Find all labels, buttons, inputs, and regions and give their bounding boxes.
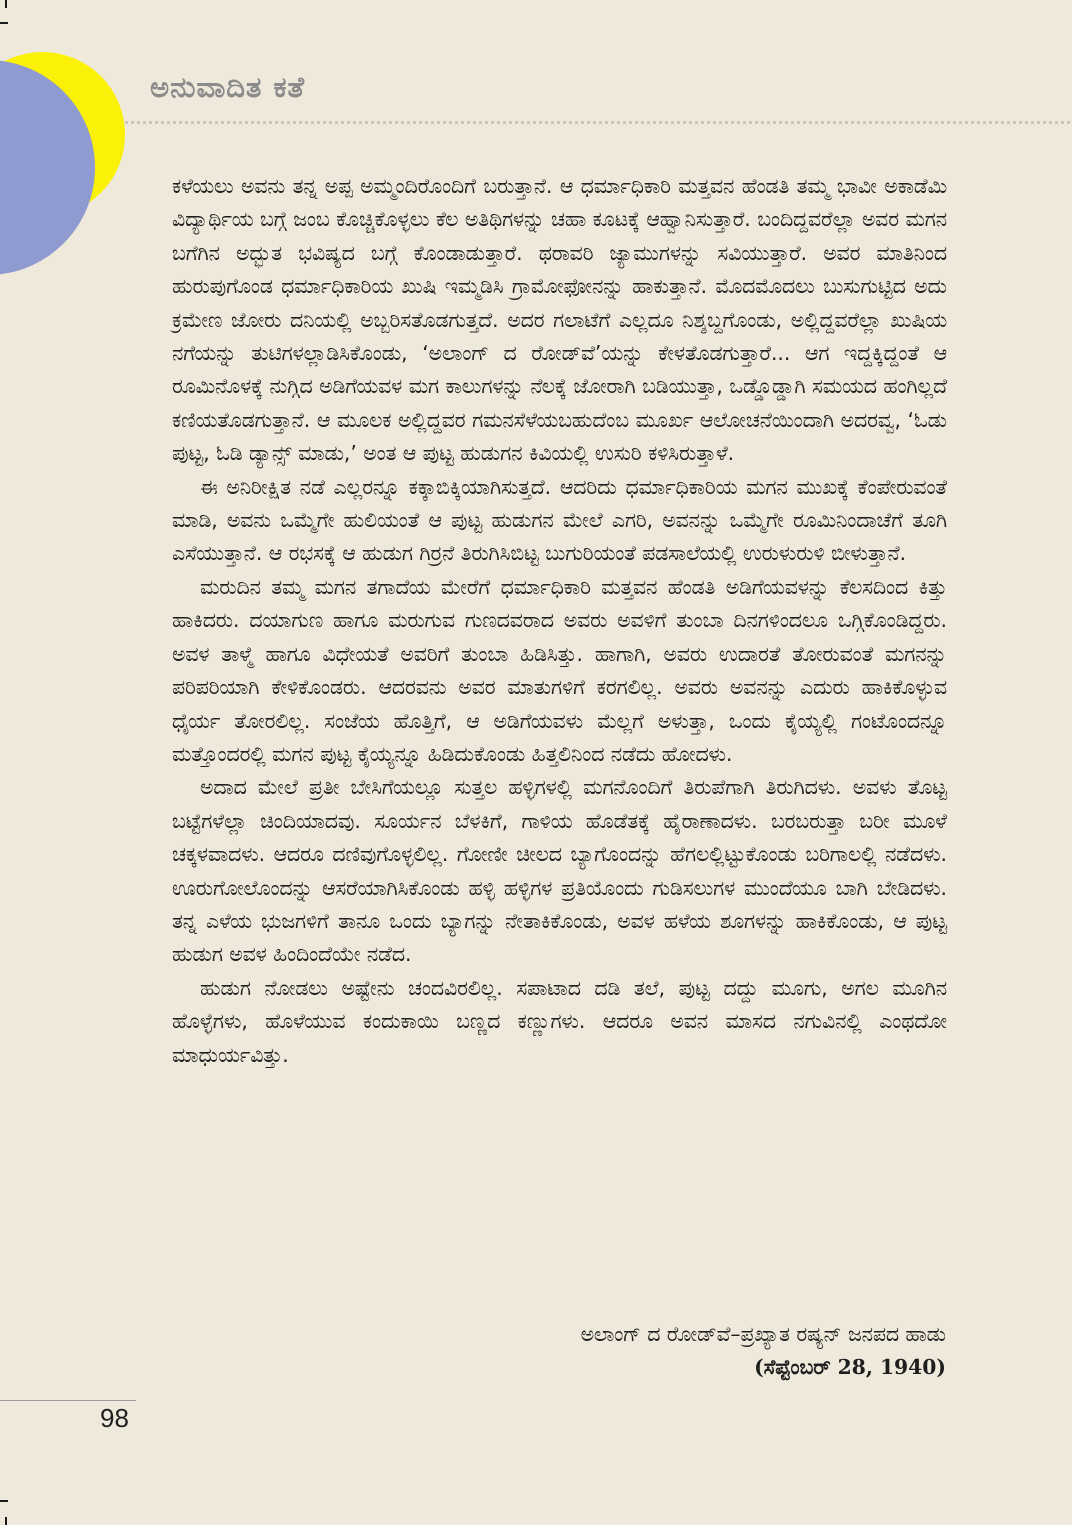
- crop-mark-top-left: [5, 0, 7, 8]
- paragraph-2: ಈ ಅನಿರೀಕ್ಷಿತ ನಡೆ ಎಲ್ಲರನ್ನೂ ಕಕ್ಕಾಬಿಕ್ಕಿಯಾಗಿಸುತ್ತದೆ. ಆದರಿದು ಧರ್ಮಾಧಿಕಾರಿಯ ಮಗನ ಮುಖಕ್ಕೆ ಕೆಂಪೇರುವಂತೆ ಮಾಡಿ, ಅವನು ಒಮ್ಮೆಗೇ ಹುಲಿಯಂತೆ ಆ ಪುಟ್ಟ ಹುಡುಗನ ಮೇಲೆ ಎಗರಿ, ಅವನನ್ನು ಒಮ್ಮೆಗೇ ರೂಮಿನಿಂದಾಚೆಗೆ ತೂಗಿ ಎಸೆಯುತ್ತಾನೆ. ಆ ರಭಸಕ್ಕೆ ಆ ಹುಡುಗ ಗಿರ್ರನೆ ತಿರುಗಿಸಿಬಿಟ್ಟ ಬುಗುರಿಯಂತೆ ಪಡಸಾಲೆಯಲ್ಲಿ ಉರುಳುರುಳಿ ಬೀಳುತ್ತಾನೆ.: [172, 474, 947, 566]
- crop-mark-bottom-left: [5, 1517, 7, 1525]
- paragraph-5: ಹುಡುಗ ನೋಡಲು ಅಷ್ಟೇನು ಚಂದವಿರಲಿಲ್ಲ. ಸಪಾಟಾದ ದಡಿ ತಲೆ, ಪುಟ್ಟ ದದ್ದು ಮೂಗು, ಅಗಲ ಮೂಗಿನ ಹೊಳ್ಳೆಗಳು, ಹೊಳೆಯುವ ಕಂದುಕಾಯಿ ಬಣ್ಣದ ಕಣ್ಣುಗಳು. ಆದರೂ ಅವನ ಮಾಸದ ನಗುವಿನಲ್ಲಿ ಎಂಥದೋ ಮಾಧುರ್ಯವಿತ್ತು.: [172, 975, 947, 1067]
- crop-mark-left-lower: [0, 1500, 8, 1502]
- page-number: 98: [100, 1403, 129, 1433]
- footer-rule: [0, 1400, 136, 1401]
- story-body: [172, 170, 947, 1072]
- section-title: ಅನುವಾದಿತ ಕತೆ: [150, 70, 306, 104]
- dotted-divider: [125, 121, 1070, 124]
- attribution: [581, 1318, 946, 1384]
- paragraph-1: ಕಳೆಯಲು ಅವನು ತನ್ನ ಅಪ್ಪ ಅಮ್ಮಂದಿರೊಂದಿಗೆ ಬರುತ್ತಾನೆ. ಆ ಧರ್ಮಾಧಿಕಾರಿ ಮತ್ತವನ ಹೆಂಡತಿ ತಮ್ಮ ಭಾವೀ ಅಕಾಡೆಮಿ ವಿದ್ಯಾರ್ಥಿಯ ಬಗ್ಗೆ ಜಂಬ ಕೊಚ್ಚಿಕೊಳ್ಳಲು ಕೆಲ ಅತಿಥಿಗಳನ್ನು ಚಹಾ ಕೂಟಕ್ಕೆ ಆಹ್ವಾನಿಸುತ್ತಾರೆ. ಬಂದಿದ್ದವರೆಲ್ಲಾ ಅವರ ಮಗನ ಬಗೆಗಿನ ಅದ್ಭುತ ಭವಿಷ್ಯದ ಬಗ್ಗೆ ಕೊಂಡಾಡುತ್ತಾರೆ. ಥರಾವರಿ ಜ್ಯಾಮುಗಳನ್ನು ಸವಿಯುತ್ತಾರೆ. ಅವರ ಮಾತಿನಿಂದ ಹುರುಪುಗೊಂಡ ಧರ್ಮಾಧಿಕಾರಿಯ ಖುಷಿ ಇಮ್ಮಡಿಸಿ ಗ್ರಾಮೋಫೋನನ್ನು ಹಾಕುತ್ತಾನೆ. ಮೊದಮೊದಲು ಬುಸುಗುಟ್ಟಿದ ಅದು ಕ್ರಮೇಣ ಜೋರು ದನಿಯಲ್ಲಿ ಅಬ್ಬರಿಸತೊಡಗುತ್ತದೆ. ಅದರ ಗಲಾಟೆಗೆ ಎಲ್ಲದೂ ನಿಶ್ಶಬ್ದಗೊಂಡು, ಅಲ್ಲಿದ್ದವರೆಲ್ಲಾ ಖುಷಿಯ ನಗೆಯನ್ನು ತುಟಿಗಳಲ್ಲಾಡಿಸಿಕೊಂಡು, ‘ಅಲಾಂಗ್ ದ ರೋಡ್‌ವೆ’ಯನ್ನು ಕೇಳತೊಡಗುತ್ತಾರೆ... ಆಗ ಇದ್ದಕ್ಕಿದ್ದಂತೆ ಆ ರೂಮಿನೊಳಕ್ಕೆ ನುಗ್ಗಿದ ಅಡಿಗೆಯವಳ ಮಗ ಕಾಲುಗಳನ್ನು ನೆಲಕ್ಕೆ ಜೋರಾಗಿ ಬಡಿಯುತ್ತಾ, ಒಡ್ಡೊಡ್ಡಾಗಿ ಸಮಯದ ಹಂಗಿಲ್ಲದೆ ಕಣಿಯತೊಡಗುತ್ತಾನೆ. ಆ ಮೂಲಕ ಅಲ್ಲಿದ್ದವರ ಗಮನಸೆಳೆಯಬಹುದೆಂಬ ಮೂರ್ಖ ಆಲೋಚನೆಯಿಂದಾಗಿ ಅದರವ್ವ, ‘ಓಡು ಪುಟ್ಟ, ಓಡಿ ಡ್ಯಾನ್ಸ್ ಮಾಡು,’ ಅಂತ ಆ ಪುಟ್ಟ ಹುಡುಗನ ಕಿವಿಯಲ್ಲಿ ಉಸುರಿ ಕಳಿಸಿರುತ್ತಾಳೆ.: [172, 174, 947, 466]
- paragraph-4: ಅದಾದ ಮೇಲೆ ಪ್ರತೀ ಬೇಸಿಗೆಯಲ್ಲೂ ಸುತ್ತಲ ಹಳ್ಳಿಗಳಲ್ಲಿ ಮಗನೊಂದಿಗೆ ತಿರುಪೆಗಾಗಿ ತಿರುಗಿದಳು. ಅವಳು ತೊಟ್ಟ ಬಟ್ಟೆಗಳೆಲ್ಲಾ ಚಿಂದಿಯಾದವು. ಸೂರ್ಯನ ಬೆಳಕಿಗೆ, ಗಾಳಿಯ ಹೊಡೆತಕ್ಕೆ ಹೈರಾಣಾದಳು. ಬರಬರುತ್ತಾ ಬರೀ ಮೂಳೆ ಚಕ್ಕಳವಾದಳು. ಆದರೂ ದಣಿವುಗೊಳ್ಳಲಿಲ್ಲ. ಗೋಣೀ ಚೀಲದ ಬ್ಯಾಗೊಂದನ್ನು ಹೆಗಲಲ್ಲಿಟ್ಟುಕೊಂಡು ಬರಿಗಾಲಲ್ಲಿ ನಡೆದಳು. ಊರುಗೋಲೊಂದನ್ನು ಆಸರೆಯಾಗಿಸಿಕೊಂಡು ಹಳ್ಳಿ ಹಳ್ಳಿಗಳ ಪ್ರತಿಯೊಂದು ಗುಡಿಸಲುಗಳ ಮುಂದೆಯೂ ಬಾಗಿ ಬೇಡಿದಳು. ತನ್ನ ಎಳೆಯ ಭುಜಗಳಿಗೆ ತಾನೂ ಒಂದು ಬ್ಯಾಗನ್ನು ನೇತಾಕಿಕೊಂಡು, ಅವಳ ಹಳೆಯ ಶೂಗಳನ್ನು ಹಾಕಿಕೊಂಡು, ಆ ಪುಟ್ಟ ಹುಡುಗ ಅವಳ ಹಿಂದಿಂದೆಯೇ ನಡೆದ.: [172, 775, 947, 967]
- attribution-date: (ಸೆಪ್ಟೆಂಬರ್ 28, 1940): [754, 1355, 946, 1379]
- crop-mark-left-upper: [0, 22, 8, 24]
- paragraph-3: ಮರುದಿನ ತಮ್ಮ ಮಗನ ತಗಾದೆಯ ಮೇರೆಗೆ ಧರ್ಮಾಧಿಕಾರಿ ಮತ್ತವನ ಹೆಂಡತಿ ಅಡಿಗೆಯವಳನ್ನು ಕೆಲಸದಿಂದ ಕಿತ್ತು ಹಾಕಿದರು. ದಯಾಗುಣ ಹಾಗೂ ಮರುಗುವ ಗುಣದವರಾದ ಅವರು ಅವಳಿಗೆ ತುಂಬಾ ದಿನಗಳಿಂದಲೂ ಒಗ್ಗಿಕೊಂಡಿದ್ದರು. ಅವಳ ತಾಳ್ಮೆ ಹಾಗೂ ವಿಧೇಯತೆ ಅವರಿಗೆ ತುಂಬಾ ಹಿಡಿಸಿತ್ತು. ಹಾಗಾಗಿ, ಅವರು ಉದಾರತೆ ತೋರುವಂತೆ ಮಗನನ್ನು ಪರಿಪರಿಯಾಗಿ ಕೇಳಿಕೊಂಡರು. ಆದರವನು ಅವರ ಮಾತುಗಳಿಗೆ ಕರಗಲಿಲ್ಲ. ಅವರು ಅವನನ್ನು ಎದುರು ಹಾಕಿಕೊಳ್ಳುವ ಧೈರ್ಯ ತೋರಲಿಲ್ಲ. ಸಂಜೆಯ ಹೊತ್ತಿಗೆ, ಆ ಅಡಿಗೆಯವಳು ಮೆಲ್ಲಗೆ ಅಳುತ್ತಾ, ಒಂದು ಕೈಯ್ಯಲ್ಲಿ ಗಂಟೊಂದನ್ನೂ ಮತ್ತೊಂದರಲ್ಲಿ ಮಗನ ಪುಟ್ಟ ಕೈಯ್ಯನ್ನೂ ಹಿಡಿದುಕೊಂಡು ಹಿತ್ತಲಿನಿಂದ ನಡೆದು ಹೋದಳು.: [172, 574, 947, 766]
- attribution-source: ಅಲಾಂಗ್ ದ ರೋಡ್‌ವೆ–ಪ್ರಖ್ಯಾತ ರಷ್ಯನ್ ಜನಪದ ಹಾಡು: [580, 1322, 946, 1346]
